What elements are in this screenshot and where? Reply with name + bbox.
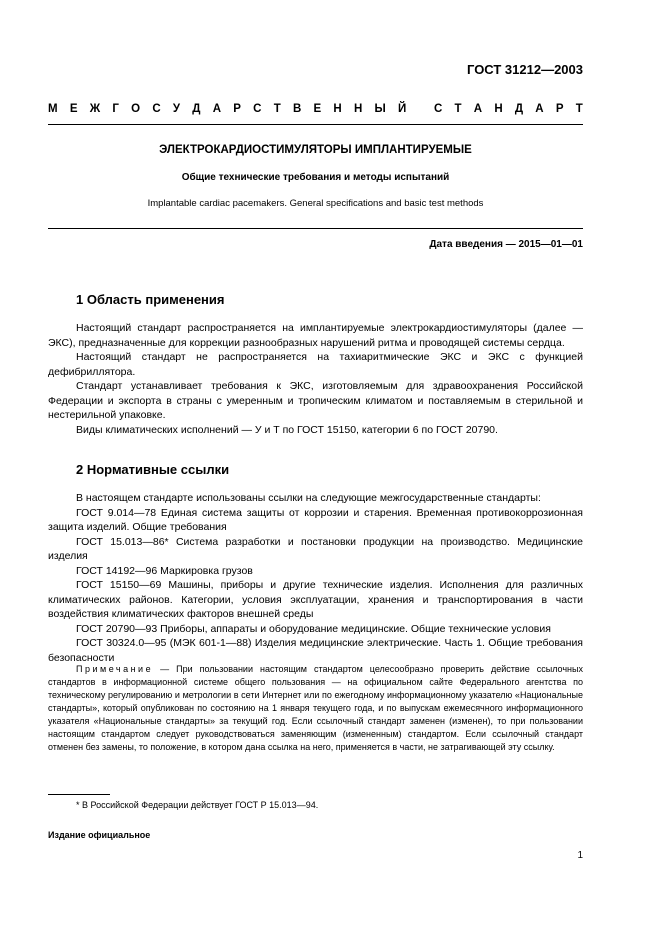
banner-letter: О [131, 103, 141, 115]
banner-letter: А [473, 103, 483, 115]
section-1-paragraph: Виды климатических исполнений — У и Т по ГОСТ 15150, категории 6 по ГОСТ 20790. [76, 423, 498, 436]
normative-reference: ГОСТ 15.013—86* Система разработки и постановки продукции на производство. Медицинские изделия [48, 535, 583, 562]
banner-letter: Р [555, 103, 564, 115]
banner-letter: Ж [89, 103, 101, 115]
title-rule [48, 228, 583, 229]
footnote-rule [48, 794, 110, 795]
note [48, 663, 583, 754]
document-title: ЭЛЕКТРОКАРДИОСТИМУЛЯТОРЫ ИМПЛАНТИРУЕМЫЕ [159, 144, 472, 156]
banner-letter: Т [454, 103, 462, 115]
note-label: Примечание [76, 664, 154, 674]
page-number: 1 [577, 850, 583, 861]
section-2-heading: 2 Нормативные ссылки [76, 462, 230, 477]
banner-letter: Е [69, 103, 78, 115]
banner-letter: Т [575, 103, 583, 115]
note-text: — При пользовании настоящим стандартом целесообразно проверить действие ссылочных стандартов в информационной системе общего пользования — на официальном сайте Федерального агентства по техническому регулированию и метрологии в сети Интернет или по ежегодному информационному указателю «Национальные стандарты», который опубликован по состоянию на 1 января текущего года, и по выпускам ежемесячного информационного указателя «Национальные стандарты» за текущий год. Если ссылочный стандарт заменен (изменен), то при пользовании настоящим стандартом следует руководствоваться заменяющим (измененным) стандартом. Если ссылочный стандарт отменен без замены, то положение, в котором дана ссылка на него, применяется в части, не затрагивающей эту ссылку. [48, 664, 583, 752]
normative-reference: ГОСТ 20790—93 Приборы, аппараты и оборудование медицинские. Общие технические условия [76, 622, 551, 635]
footnote: * В Российской Федерации действует ГОСТ Р 15.013—94. [76, 800, 319, 810]
normative-reference: ГОСТ 30324.0—95 (МЭК 601-1—88) Изделия медицинские электрические. Часть 1. Общие требования безопасности [48, 637, 583, 664]
banner-letter: Г [112, 103, 119, 115]
banner-letter [419, 103, 422, 115]
banner-letter: А [535, 103, 544, 115]
section-1-heading: 1 Область применения [76, 292, 225, 307]
banner-letter: Д [192, 103, 201, 115]
document-code: ГОСТ 31212—2003 [467, 62, 583, 77]
banner-letter: В [292, 103, 302, 115]
banner-letter: Й [398, 103, 407, 115]
section-1-paragraph: Стандарт устанавливает требования к ЭКС, изготовляемым для здравоохранения Российской Федерации и экспорта в страны с умеренным и тропическим климатом и поставляемым в стерильной и нестерильной упаковке. [48, 380, 583, 421]
banner-letter: Р [233, 103, 241, 115]
normative-reference: ГОСТ 14192—96 Маркировка грузов [76, 564, 253, 577]
section-2-body [48, 491, 583, 665]
banner-letter: Д [514, 103, 524, 115]
document-subtitle: Общие технические требования и методы испытаний [181, 172, 450, 183]
banner-letter: Т [273, 103, 281, 115]
banner-letter: У [172, 103, 181, 115]
normative-reference: ГОСТ 9.014—78 Единая система защиты от коррозии и старения. Временная противокоррозионная защита изделий. Общие требования [48, 506, 583, 533]
banner-letter: Е [313, 103, 322, 115]
effective-date: Дата введения — 2015—01—01 [429, 239, 583, 250]
section-2-intro: В настоящем стандарте использованы ссылки на следующие межгосударственные стандарты: [76, 492, 541, 504]
section-1-body [48, 321, 583, 437]
normative-reference: ГОСТ 15150—69 Машины, приборы и другие технические изделия. Исполнения для различных климатических районов. Категории, условия эксплуатации, хранения и транспортирования в части воздействия климатических факторов внешней среды [48, 579, 583, 620]
banner-letter: С [433, 103, 443, 115]
document-title-english: Implantable cardiac pacemakers. General specifications and basic test methods [147, 198, 484, 209]
banner-letter: А [212, 103, 222, 115]
section-1-paragraph: Настоящий стандарт распространяется на имплантируемые электрокардиостимуляторы (далее — ЭКС), предназначенные для коррекции разнообразных нарушений ритма и проводящей системы сердца. [48, 322, 583, 349]
banner-letter: М [48, 103, 58, 115]
banner-letter: Н [353, 103, 363, 115]
official-edition-label: Издание официальное [48, 830, 151, 840]
banner-letter: Н [333, 103, 342, 115]
banner-letter: С [152, 103, 161, 115]
banner-letter: Ы [374, 103, 386, 115]
top-rule [48, 124, 583, 125]
banner-letter: Н [494, 103, 503, 115]
section-1-paragraph: Настоящий стандарт не распространяется на тахиаритмические ЭКС и ЭКС с функцией дефибриллятора. [48, 351, 583, 378]
banner-letter: С [253, 103, 262, 115]
interstate-standard-banner [48, 103, 583, 115]
